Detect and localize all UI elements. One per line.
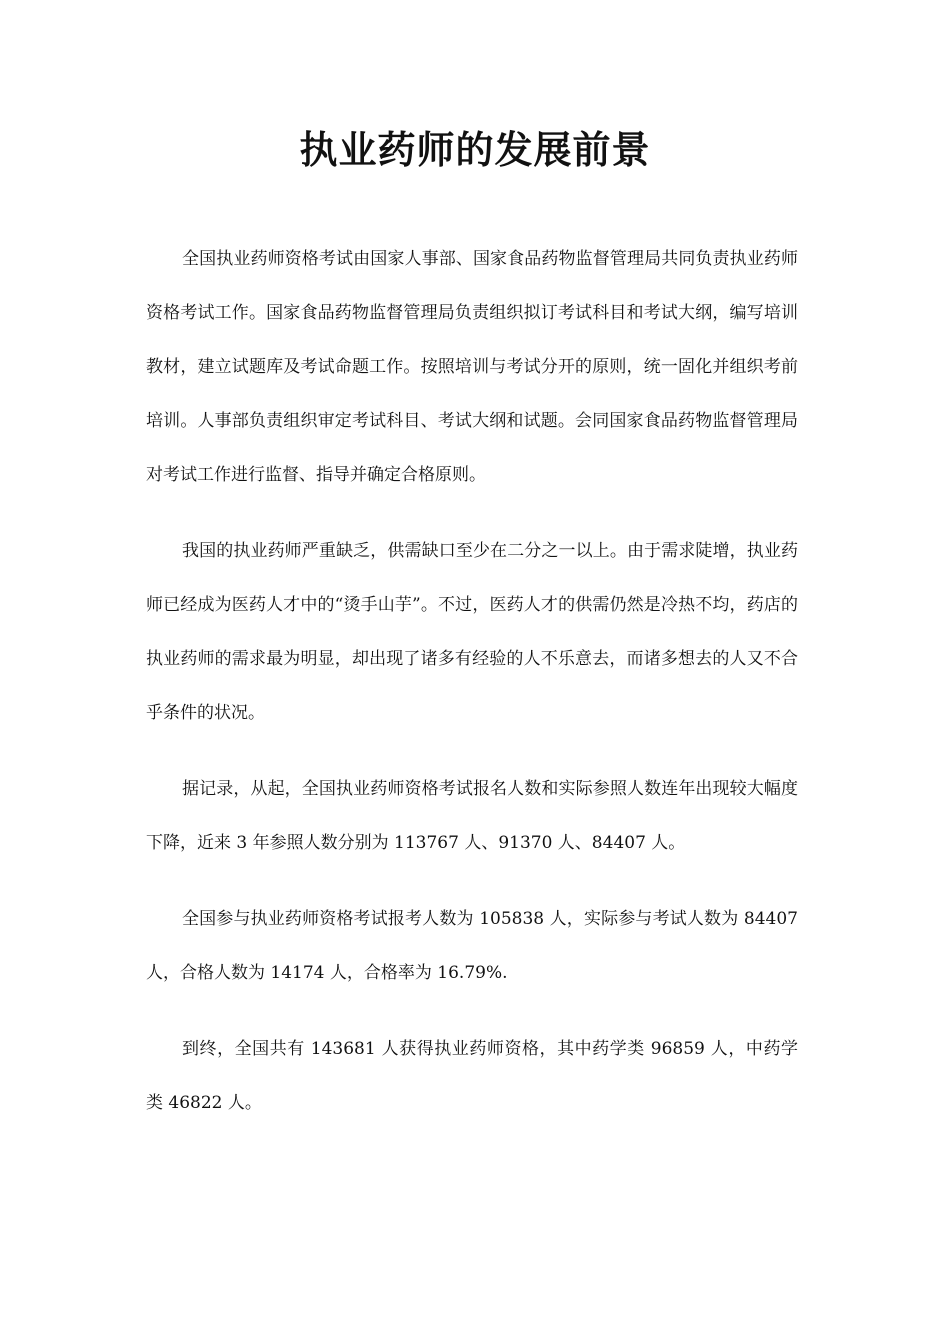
paragraph-pass-rate: 全国参与执业药师资格考试报考人数为 105838 人，实际参与考试人数为 84407 人，合格人数为 14174 人，合格率为 16.79%.	[146, 909, 798, 983]
document-body	[146, 232, 798, 1152]
paragraph-pharmacist-shortage: 我国的执业药师严重缺乏，供需缺口至少在二分之一以上。由于需求陡增，执业药师已经成为医药人才中的“烫手山芋”。不过，医药人才的供需仍然是冷热不均，药店的执业药师的需求最为明显，却出现了诸多有经验的人不乐意去，而诸多想去的人又不合乎条件的状况。	[146, 541, 798, 723]
paragraph-exam-statistics: 据记录，从起，全国执业药师资格考试报名人数和实际参照人数连年出现较大幅度下降，近来 3 年参照人数分别为 113767 人、91370 人、84407 人。	[146, 779, 798, 853]
document-title: 执业药师的发展前景	[299, 127, 651, 172]
paragraph-exam-organization: 全国执业药师资格考试由国家人事部、国家食品药物监督管理局共同负责执业药师资格考试工作。国家食品药物监督管理局负责组织拟订考试科目和考试大纲，编写培训教材，建立试题库及考试命题工作。按照培训与考试分开的原则，统一固化并组织考前培训。人事部负责组织审定考试科目、考试大纲和试题。会同国家食品药物监督管理局对考试工作进行监督、指导并确定合格原则。	[146, 249, 798, 485]
paragraph-certified-total: 到终，全国共有 143681 人获得执业药师资格，其中药学类 96859 人，中药学类 46822 人。	[146, 1039, 798, 1113]
